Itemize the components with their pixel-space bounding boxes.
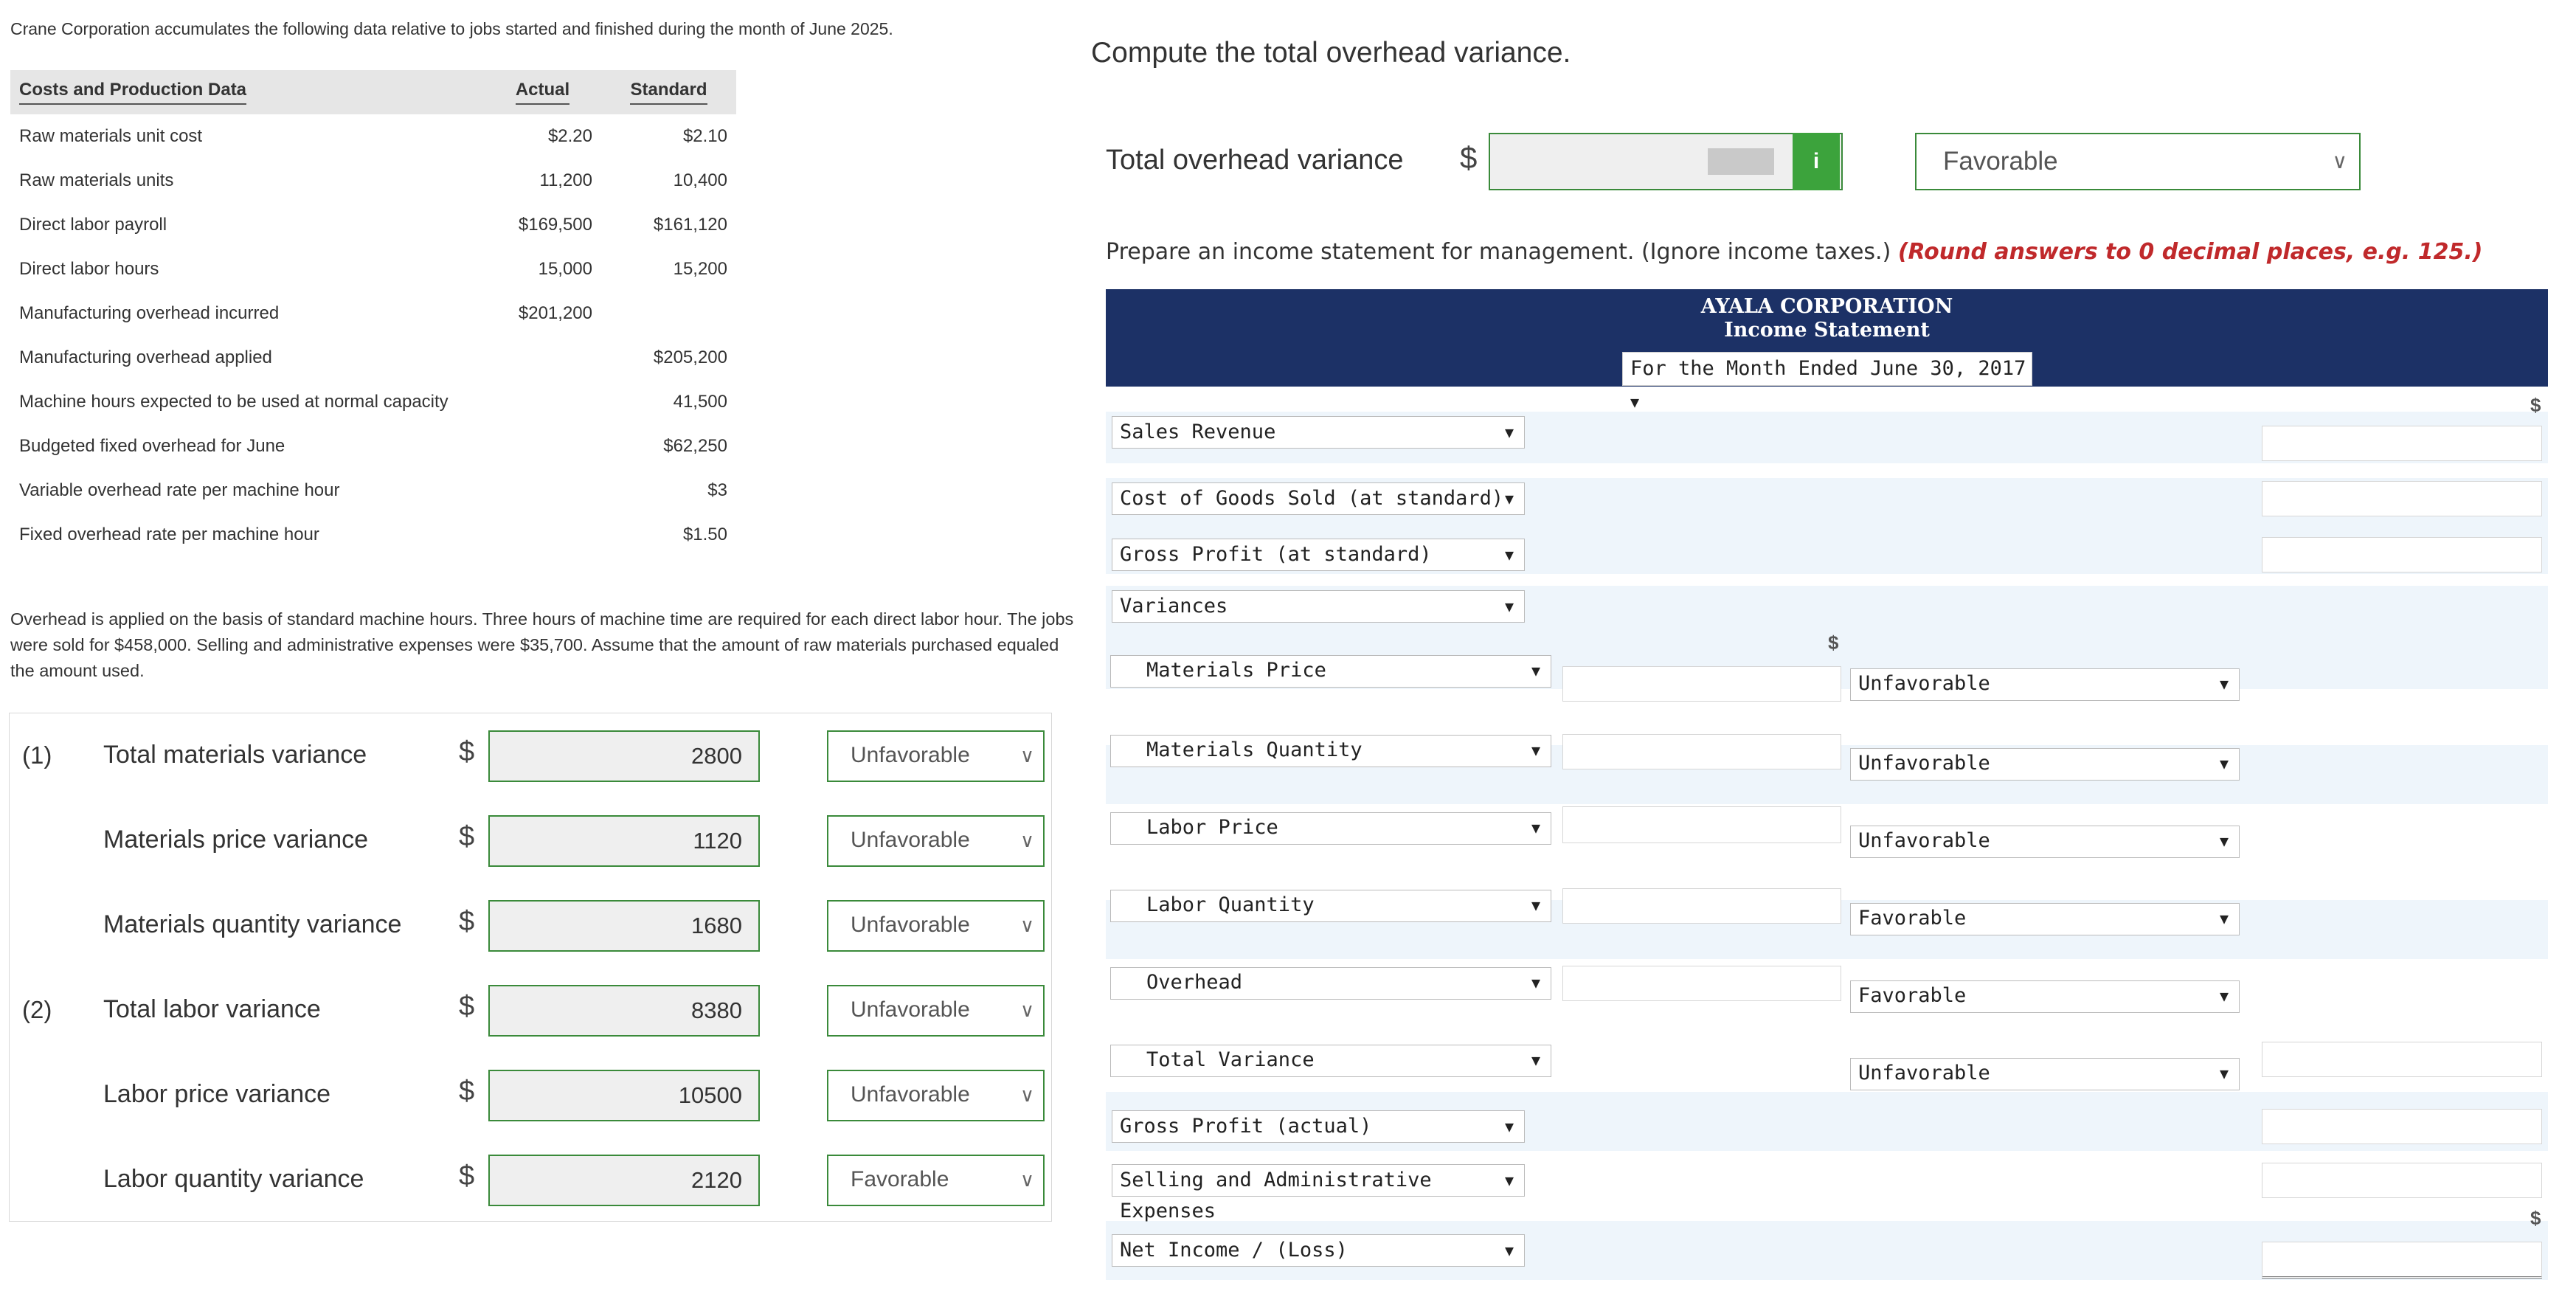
variance-label: Materials price variance xyxy=(103,826,369,854)
table-cell: Variable overhead rate per machine hour xyxy=(19,480,340,500)
dropdown-triangle-icon: ▼ xyxy=(1531,896,1540,914)
amount-input[interactable] xyxy=(1562,966,1841,1001)
table-row xyxy=(10,468,736,513)
line-item-select[interactable] xyxy=(1112,539,1525,571)
select-value: Favorable xyxy=(1858,984,1967,1007)
dropdown-triangle-icon: ▼ xyxy=(2219,832,2229,850)
table-cell: $201,200 xyxy=(518,303,592,323)
total-overhead-input[interactable] xyxy=(1489,133,1843,190)
info-button[interactable] xyxy=(1793,133,1840,190)
variance-label: Total materials variance xyxy=(103,741,367,769)
dropdown-triangle-icon: ▼ xyxy=(1504,1242,1514,1259)
table-cell: $161,120 xyxy=(653,215,727,235)
table-cell: Manufacturing overhead incurred xyxy=(19,303,280,323)
table-header-row xyxy=(10,70,736,114)
dropdown-triangle-icon: ▼ xyxy=(2219,910,2229,927)
dropdown-triangle-icon: ▼ xyxy=(1531,974,1540,992)
select-value: Labor Price xyxy=(1146,816,1278,839)
amount-input[interactable] xyxy=(2262,481,2542,516)
chevron-down-icon: ∨ xyxy=(1019,829,1034,851)
table-cell: Raw materials units xyxy=(19,170,174,190)
select-value: Overhead xyxy=(1146,971,1243,994)
variance-amount-input[interactable]: 8380 xyxy=(488,985,760,1037)
cost-data-table xyxy=(10,70,736,557)
amount-input[interactable] xyxy=(2262,1042,2542,1077)
amount-input[interactable] xyxy=(1562,888,1841,924)
select-value: Labor Quantity xyxy=(1146,893,1315,916)
amount-input[interactable] xyxy=(1562,806,1841,843)
table-cell: Machine hours expected to be used at normal capacity xyxy=(19,392,449,412)
dropdown-triangle-icon: ▼ xyxy=(2219,675,2229,693)
table-cell: Direct labor hours xyxy=(19,259,159,279)
variance-type-select[interactable] xyxy=(1850,668,2240,701)
select-value: Unfavorable xyxy=(851,828,970,852)
variance-line-select[interactable] xyxy=(1110,1045,1551,1077)
overhead-note: Overhead is applied on the basis of standard machine hours. Three hours of machine time are required for each direct labor hour. The jobs were sold for $458,000. Selling and administrative expenses were $35,700. Assume that the amount of raw materials purchased equaled the amount used. xyxy=(10,609,1074,680)
chevron-down-icon: ∨ xyxy=(1019,1169,1034,1191)
part-number: (2) xyxy=(22,996,52,1023)
line-item-select[interactable] xyxy=(1112,482,1525,515)
table-row xyxy=(10,114,736,159)
dollar-sign: $ xyxy=(459,906,475,937)
info-icon: i xyxy=(1812,149,1820,173)
variance-amount-input[interactable]: 2120 xyxy=(488,1155,760,1206)
variance-type-select[interactable] xyxy=(1850,748,2240,781)
table-cell: $2.20 xyxy=(547,126,592,146)
variance-answer-panel xyxy=(9,713,1052,1222)
select-value: Unfavorable xyxy=(851,1082,970,1107)
variance-label: Labor price variance xyxy=(103,1080,331,1108)
dropdown-triangle-icon: ▼ xyxy=(2219,987,2229,1005)
select-value: Net Income / (Loss) xyxy=(1120,1239,1348,1262)
table-cell: $205,200 xyxy=(653,347,727,367)
question-prompt: Compute the total overhead variance. xyxy=(1091,37,1571,69)
table-cell: Raw materials unit cost xyxy=(19,126,203,146)
table-cell: Budgeted fixed overhead for June xyxy=(19,436,285,456)
dropdown-triangle-icon: ▼ xyxy=(1531,1051,1540,1069)
line-item-select[interactable] xyxy=(1112,1234,1525,1267)
table-cell: 15,000 xyxy=(538,259,592,279)
dropdown-triangle-icon: ▼ xyxy=(1504,490,1514,508)
table-cell: 15,200 xyxy=(673,259,727,279)
select-value: Unfavorable xyxy=(1858,829,1990,852)
variance-line-select[interactable] xyxy=(1110,735,1551,767)
dropdown-triangle-icon: ▼ xyxy=(1504,1172,1514,1189)
variance-type-select[interactable] xyxy=(827,730,1045,782)
total-overhead-type-select[interactable] xyxy=(1915,133,2361,190)
select-value: Selling and Administrative Expenses xyxy=(1120,1169,1432,1222)
dollar-sign: $ xyxy=(459,736,475,767)
amount-input[interactable] xyxy=(1562,666,1841,702)
table-cell xyxy=(484,380,601,424)
dropdown-triangle-icon: ▼ xyxy=(1531,662,1540,679)
variance-label: Materials quantity variance xyxy=(103,910,402,938)
dropdown-triangle-icon: ▼ xyxy=(1504,423,1514,441)
table-row xyxy=(10,203,736,247)
table-cell xyxy=(484,468,601,513)
dollar-sign: $ xyxy=(459,1160,475,1191)
table-cell xyxy=(484,424,601,468)
table-cell xyxy=(601,291,736,336)
select-value: Favorable xyxy=(1943,147,2058,176)
table-row xyxy=(10,380,736,424)
table-row xyxy=(10,336,736,380)
dollar-sign: $ xyxy=(1828,632,1839,654)
table-cell: 11,200 xyxy=(539,170,592,190)
dropdown-triangle-icon: ▼ xyxy=(1504,546,1514,564)
dropdown-triangle-icon: ▼ xyxy=(1531,819,1540,837)
select-value: Unfavorable xyxy=(851,997,970,1022)
table-row xyxy=(10,424,736,468)
amount-input[interactable] xyxy=(2262,537,2542,572)
variance-type-select[interactable] xyxy=(827,985,1045,1037)
line-item-select[interactable] xyxy=(1112,590,1525,623)
table-row xyxy=(10,291,736,336)
select-value: For the Month Ended June 30, 2017 xyxy=(1630,357,2026,380)
table-cell: $169,500 xyxy=(518,215,592,235)
dropdown-triangle-icon: ▼ xyxy=(1504,1118,1514,1135)
dropdown-triangle-icon: ▼ xyxy=(1531,741,1540,759)
variance-type-select[interactable] xyxy=(1850,903,2240,935)
select-value: Variances xyxy=(1120,595,1228,617)
table-cell: Direct labor payroll xyxy=(19,215,167,235)
total-overhead-label: Total overhead variance xyxy=(1106,145,1404,176)
select-value: Unfavorable xyxy=(851,743,970,767)
variance-amount-input[interactable]: 10500 xyxy=(488,1070,760,1121)
instructions xyxy=(1106,239,2482,265)
instructions-text: Prepare an income statement for management. (Ignore income taxes.) xyxy=(1106,239,1891,265)
table-cell: Manufacturing overhead applied xyxy=(19,347,272,367)
chevron-down-icon: ∨ xyxy=(2332,150,2347,173)
table-cell: 41,500 xyxy=(673,392,727,412)
variance-label: Total labor variance xyxy=(103,995,321,1023)
chevron-down-icon: ∨ xyxy=(1019,914,1034,936)
select-value: Unfavorable xyxy=(1858,1062,1990,1084)
dollar-sign: $ xyxy=(459,991,475,1022)
variance-type-select[interactable] xyxy=(827,900,1045,952)
table-row xyxy=(10,513,736,557)
variance-amount-input[interactable]: 1120 xyxy=(488,815,760,867)
table-cell xyxy=(484,513,601,557)
dropdown-triangle-icon: ▼ xyxy=(1630,393,1640,411)
dollar-sign: $ xyxy=(2530,394,2541,416)
dropdown-triangle-icon: ▼ xyxy=(2219,755,2229,772)
select-value: Unfavorable xyxy=(1858,672,1990,695)
period-select[interactable] xyxy=(1622,352,2032,411)
select-value: Unfavorable xyxy=(1858,752,1990,775)
chevron-down-icon: ∨ xyxy=(1019,744,1034,767)
table-cell: $2.10 xyxy=(682,126,727,146)
variance-type-select[interactable] xyxy=(827,1070,1045,1121)
chevron-down-icon: ∨ xyxy=(1019,999,1034,1021)
variance-type-select[interactable] xyxy=(827,815,1045,867)
problem-intro: Crane Corporation accumulates the following data relative to jobs started and finished during the month of June 2025. xyxy=(10,19,893,38)
select-value: Favorable xyxy=(1858,907,1967,930)
table-cell xyxy=(484,336,601,380)
table-row xyxy=(10,159,736,203)
column-header: Standard xyxy=(601,70,736,114)
dollar-sign: $ xyxy=(459,1076,475,1107)
amount-input[interactable] xyxy=(2262,1163,2542,1198)
select-value: Unfavorable xyxy=(851,913,970,937)
variance-type-select[interactable] xyxy=(1850,1058,2240,1090)
table-cell: $3 xyxy=(707,480,727,500)
dollar-sign: $ xyxy=(2530,1207,2541,1229)
select-value: Materials Quantity xyxy=(1146,738,1363,761)
table-cell: Fixed overhead rate per machine hour xyxy=(19,525,319,544)
part-number: (1) xyxy=(22,741,52,769)
select-value: Sales Revenue xyxy=(1120,421,1276,443)
table-cell: 10,400 xyxy=(673,170,727,190)
line-item-select[interactable] xyxy=(1112,1110,1525,1143)
select-value: Favorable xyxy=(851,1167,949,1191)
select-value: Total Variance xyxy=(1146,1048,1315,1071)
line-item-select[interactable] xyxy=(1112,416,1525,449)
line-item-select[interactable] xyxy=(1112,1164,1525,1222)
variance-type-select[interactable] xyxy=(1850,980,2240,1013)
company-name: AYALA CORPORATION xyxy=(1700,295,1953,318)
select-value: Gross Profit (at standard) xyxy=(1120,543,1432,566)
variance-label: Labor quantity variance xyxy=(103,1165,364,1193)
statement-title: Income Statement xyxy=(1724,319,1930,342)
table-row xyxy=(10,247,736,291)
amount-input[interactable] xyxy=(2262,426,2542,461)
amount-input[interactable] xyxy=(1562,734,1841,769)
select-value: Gross Profit (actual) xyxy=(1120,1115,1372,1138)
column-header: Actual xyxy=(484,70,601,114)
dollar-sign: $ xyxy=(459,821,475,852)
variance-amount-input[interactable]: 2800 xyxy=(488,730,760,782)
table-cell: $1.50 xyxy=(682,525,727,544)
variance-line-select[interactable] xyxy=(1110,812,1551,845)
variance-type-select[interactable] xyxy=(1850,826,2240,858)
amount-input[interactable] xyxy=(2262,1109,2542,1144)
dropdown-triangle-icon: ▼ xyxy=(1504,598,1514,615)
rounding-hint: (Round answers to 0 decimal places, e.g. 125.) xyxy=(1897,239,2483,265)
select-value: Cost of Goods Sold (at standard) xyxy=(1120,487,1504,510)
select-value: Materials Price xyxy=(1146,659,1326,682)
variance-line-select[interactable] xyxy=(1110,967,1551,1000)
amount-input[interactable] xyxy=(2262,1242,2542,1279)
dollar-sign: $ xyxy=(1460,140,1478,175)
table-cell: $62,250 xyxy=(663,436,727,456)
dropdown-triangle-icon: ▼ xyxy=(2219,1065,2229,1082)
column-header: Costs and Production Data xyxy=(10,70,484,114)
variance-line-select[interactable] xyxy=(1110,655,1551,688)
input-placeholder-block xyxy=(1708,148,1774,175)
chevron-down-icon: ∨ xyxy=(1019,1084,1034,1106)
variance-type-select[interactable] xyxy=(827,1155,1045,1206)
variance-amount-input[interactable]: 1680 xyxy=(488,900,760,952)
variance-line-select[interactable] xyxy=(1110,890,1551,922)
